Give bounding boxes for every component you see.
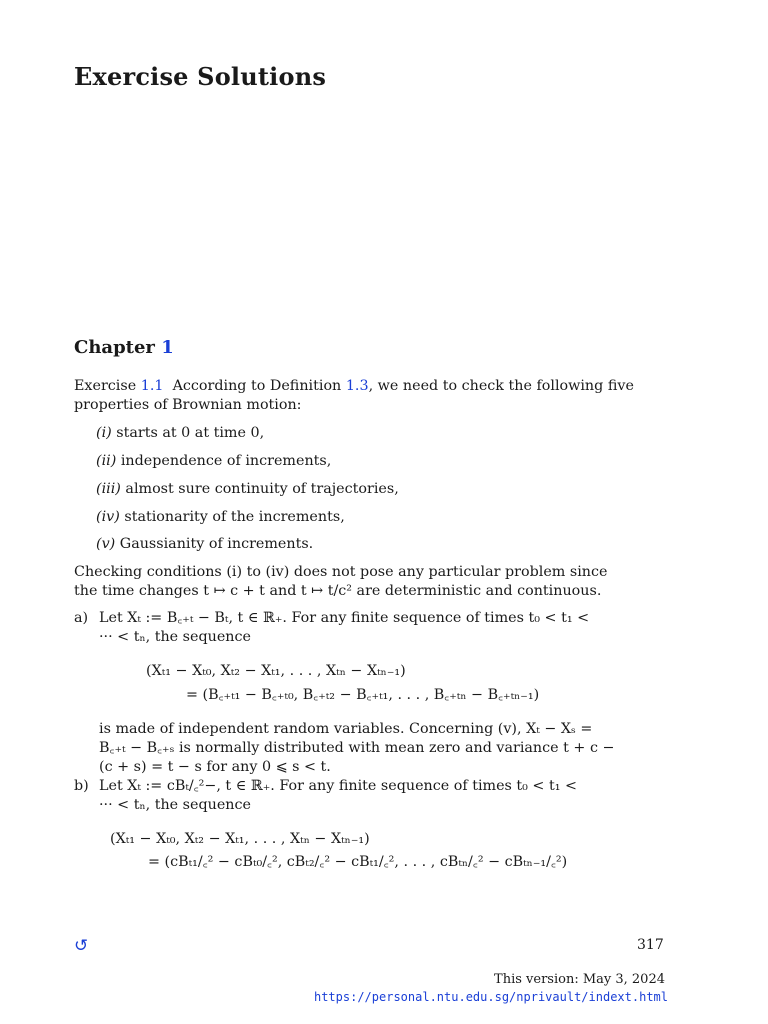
exercise-text-a: According to Definition — [172, 378, 342, 394]
property-text: almost sure continuity of trajectories, — [125, 481, 399, 497]
part-a-after-line3: (c + s) = t − s for any 0 ⩽ s < t. — [99, 759, 331, 775]
property-item — [96, 424, 264, 443]
property-text: starts at 0 at time 0, — [116, 425, 265, 441]
chapter-number-link[interactable]: 1 — [161, 337, 174, 358]
page-title: Exercise Solutions — [74, 62, 327, 91]
part-b-line1: Let Xₜ := cBₜ/꜀²−, t ∈ ℝ₊. For any finite sequence of times t₀ < t₁ < — [99, 778, 577, 794]
part-a-line2: ··· < tₙ, the sequence — [99, 629, 251, 645]
property-text: Gaussianity of increments. — [119, 536, 314, 552]
page-number: 317 — [637, 937, 664, 953]
exercise-label: Exercise — [74, 378, 137, 394]
part-b-label: b) — [74, 778, 89, 794]
checking-line1: Checking conditions (i) to (iv) does not pose any particular problem since — [74, 564, 608, 580]
property-item — [96, 535, 313, 554]
exercise-intro-line1 — [74, 377, 634, 396]
part-a-label: a) — [74, 610, 89, 626]
property-text: independence of increments, — [120, 453, 332, 469]
refresh-icon[interactable]: ↺ — [74, 936, 89, 956]
property-item — [96, 452, 331, 471]
property-text: stationarity of the increments, — [124, 509, 345, 525]
property-number: (v) — [96, 536, 116, 552]
definition-link[interactable]: 1.3 — [345, 378, 369, 394]
part-a-equation-line2: = (B꜀₊ₜ₁ − B꜀₊ₜ₀, B꜀₊ₜ₂ − B꜀₊ₜ₁, . . . , B꜀₊ₜₙ − B꜀₊ₜₙ₋₁) — [186, 687, 540, 703]
checking-line2: the time changes t ↦ c + t and t ↦ t/c² are deterministic and continuous. — [74, 583, 602, 599]
source-url-link[interactable]: https://personal.ntu.edu.sg/nprivault/indext.html — [313, 990, 668, 1004]
part-a-equation-line1: (Xₜ₁ − Xₜ₀, Xₜ₂ − Xₜ₁, . . . , Xₜₙ − Xₜₙ₋₁) — [146, 663, 406, 679]
chapter-label: Chapter — [74, 337, 155, 358]
part-b-line2: ··· < tₙ, the sequence — [99, 797, 251, 813]
version-text: This version: May 3, 2024 — [494, 972, 665, 987]
exercise-text-b: , we need to check the following five — [368, 378, 634, 394]
exercise-number-link[interactable]: 1.1 — [140, 378, 164, 394]
part-a-line1: Let Xₜ := B꜀₊ₜ − Bₜ, t ∈ ℝ₊. For any finite sequence of times t₀ < t₁ < — [99, 610, 590, 626]
chapter-heading — [74, 337, 174, 358]
property-item — [96, 480, 399, 499]
part-a-after-line1: is made of independent random variables. Concerning (v), Xₜ − Xₛ = — [99, 721, 593, 737]
property-number: (iv) — [96, 509, 120, 525]
part-a-after-line2: B꜀₊ₜ − B꜀₊ₛ is normally distributed with mean zero and variance t + c − — [99, 740, 615, 756]
part-b-equation-line1: (Xₜ₁ − Xₜ₀, Xₜ₂ − Xₜ₁, . . . , Xₜₙ − Xₜₙ₋₁) — [110, 831, 370, 847]
exercise-intro-line2: properties of Brownian motion: — [74, 397, 302, 413]
property-number: (i) — [96, 425, 112, 441]
part-b-equation-line2: = (cBₜ₁/꜀² − cBₜ₀/꜀², cBₜ₂/꜀² − cBₜ₁/꜀², . . . , cBₜₙ/꜀² − cBₜₙ₋₁/꜀²) — [148, 854, 568, 870]
property-number: (ii) — [96, 453, 117, 469]
property-item — [96, 508, 345, 527]
property-number: (iii) — [96, 481, 121, 497]
